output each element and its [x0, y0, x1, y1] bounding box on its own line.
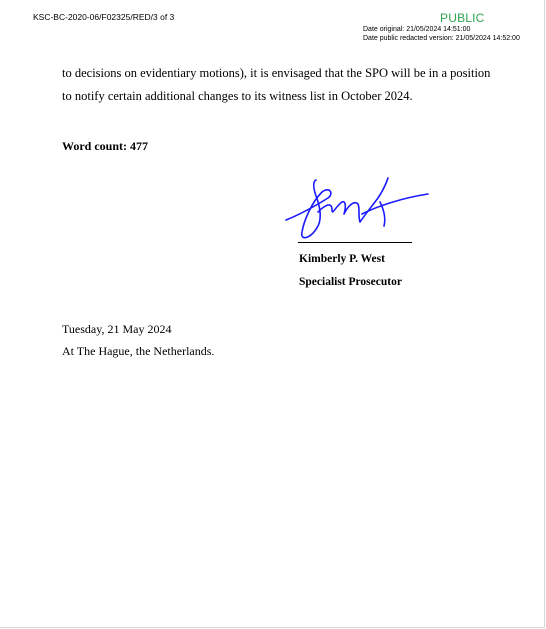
- word-count: Word count: 477: [62, 139, 149, 153]
- signature-line: [298, 242, 412, 243]
- date-public-redacted: Date public redacted version: 21/05/2024 14:52:00: [363, 35, 520, 42]
- signer-name: Kimberly P. West: [299, 253, 385, 265]
- handwritten-signature: [282, 176, 432, 246]
- date-original: Date original: 21/05/2024 14:51:00: [363, 26, 471, 33]
- signature-stroke-flourish: [362, 194, 428, 214]
- classification-label: PUBLIC: [440, 11, 485, 25]
- signing-place: At The Hague, the Netherlands.: [62, 344, 215, 358]
- signature-stroke-main: [286, 178, 388, 238]
- date-stamps: [363, 25, 520, 43]
- signer-title: Specialist Prosecutor: [299, 276, 402, 288]
- body-paragraph-line-2: to notify certain additional changes to its witness list in October 2024.: [62, 89, 413, 103]
- signing-date: Tuesday, 21 May 2024: [62, 322, 172, 336]
- body-paragraph-line-1: to decisions on evidentiary motions), it is envisaged that the SPO will be in a position: [62, 66, 491, 80]
- document-reference: KSC-BC-2020-06/F02325/RED/3 of 3: [33, 12, 175, 22]
